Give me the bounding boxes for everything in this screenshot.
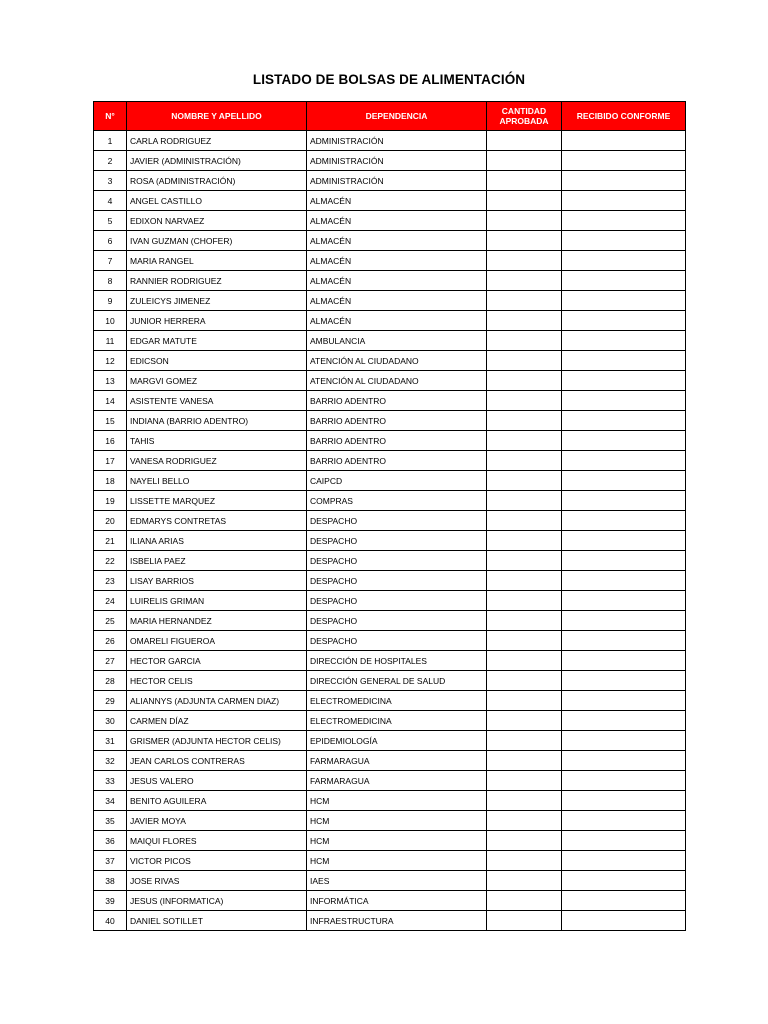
row-name-cell: MAIQUI FLORES bbox=[127, 831, 307, 851]
row-dependency-cell: HCM bbox=[307, 811, 487, 831]
row-approved-quantity-cell bbox=[487, 571, 562, 591]
row-received-cell bbox=[562, 431, 686, 451]
row-received-cell bbox=[562, 311, 686, 331]
row-dependency-cell: BARRIO ADENTRO bbox=[307, 451, 487, 471]
row-number-cell: 40 bbox=[94, 911, 127, 931]
row-received-cell bbox=[562, 131, 686, 151]
row-number-cell: 22 bbox=[94, 551, 127, 571]
row-received-cell bbox=[562, 151, 686, 171]
row-number-cell: 11 bbox=[94, 331, 127, 351]
row-number-cell: 12 bbox=[94, 351, 127, 371]
row-number-cell: 1 bbox=[94, 131, 127, 151]
row-name-cell: JUNIOR HERRERA bbox=[127, 311, 307, 331]
table-row bbox=[94, 251, 686, 271]
row-received-cell bbox=[562, 391, 686, 411]
column-header-name: NOMBRE Y APELLIDO bbox=[127, 102, 307, 131]
table-row bbox=[94, 391, 686, 411]
row-approved-quantity-cell bbox=[487, 911, 562, 931]
row-dependency-cell: HCM bbox=[307, 831, 487, 851]
row-number-cell: 32 bbox=[94, 751, 127, 771]
row-name-cell: ZULEICYS JIMENEZ bbox=[127, 291, 307, 311]
row-approved-quantity-cell bbox=[487, 431, 562, 451]
row-approved-quantity-cell bbox=[487, 531, 562, 551]
table-row bbox=[94, 911, 686, 931]
row-dependency-cell: ALMACÉN bbox=[307, 291, 487, 311]
row-dependency-cell: ADMINISTRACIÓN bbox=[307, 171, 487, 191]
row-approved-quantity-cell bbox=[487, 771, 562, 791]
table-row bbox=[94, 811, 686, 831]
table-row bbox=[94, 711, 686, 731]
row-number-cell: 21 bbox=[94, 531, 127, 551]
row-approved-quantity-cell bbox=[487, 211, 562, 231]
table-row bbox=[94, 331, 686, 351]
row-name-cell: LUIRELIS GRIMAN bbox=[127, 591, 307, 611]
row-approved-quantity-cell bbox=[487, 411, 562, 431]
row-name-cell: DANIEL SOTILLET bbox=[127, 911, 307, 931]
row-name-cell: CARLA RODRIGUEZ bbox=[127, 131, 307, 151]
row-name-cell: ANGEL CASTILLO bbox=[127, 191, 307, 211]
row-name-cell: EDIXON NARVAEZ bbox=[127, 211, 307, 231]
row-dependency-cell: ATENCIÓN AL CIUDADANO bbox=[307, 371, 487, 391]
row-received-cell bbox=[562, 711, 686, 731]
row-name-cell: JAVIER (ADMINISTRACIÓN) bbox=[127, 151, 307, 171]
table-row bbox=[94, 351, 686, 371]
row-name-cell: ROSA (ADMINISTRACIÓN) bbox=[127, 171, 307, 191]
table-row bbox=[94, 871, 686, 891]
table-row bbox=[94, 631, 686, 651]
row-number-cell: 6 bbox=[94, 231, 127, 251]
row-dependency-cell: ALMACÉN bbox=[307, 251, 487, 271]
row-number-cell: 13 bbox=[94, 371, 127, 391]
row-name-cell: EDMARYS CONTRETAS bbox=[127, 511, 307, 531]
row-dependency-cell: ALMACÉN bbox=[307, 231, 487, 251]
row-approved-quantity-cell bbox=[487, 791, 562, 811]
row-approved-quantity-cell bbox=[487, 731, 562, 751]
row-received-cell bbox=[562, 271, 686, 291]
row-name-cell: JESUS (INFORMATICA) bbox=[127, 891, 307, 911]
row-number-cell: 29 bbox=[94, 691, 127, 711]
row-received-cell bbox=[562, 591, 686, 611]
row-number-cell: 35 bbox=[94, 811, 127, 831]
row-number-cell: 9 bbox=[94, 291, 127, 311]
row-dependency-cell: AMBULANCIA bbox=[307, 331, 487, 351]
row-number-cell: 38 bbox=[94, 871, 127, 891]
row-number-cell: 39 bbox=[94, 891, 127, 911]
row-approved-quantity-cell bbox=[487, 171, 562, 191]
table-row bbox=[94, 771, 686, 791]
row-approved-quantity-cell bbox=[487, 451, 562, 471]
row-name-cell: ASISTENTE VANESA bbox=[127, 391, 307, 411]
row-received-cell bbox=[562, 811, 686, 831]
row-number-cell: 5 bbox=[94, 211, 127, 231]
row-dependency-cell: DIRECCIÓN GENERAL DE SALUD bbox=[307, 671, 487, 691]
row-dependency-cell: ADMINISTRACIÓN bbox=[307, 131, 487, 151]
row-name-cell: IVAN GUZMAN (CHOFER) bbox=[127, 231, 307, 251]
row-number-cell: 23 bbox=[94, 571, 127, 591]
row-approved-quantity-cell bbox=[487, 331, 562, 351]
row-name-cell: HECTOR GARCIA bbox=[127, 651, 307, 671]
table-row bbox=[94, 571, 686, 591]
row-number-cell: 28 bbox=[94, 671, 127, 691]
row-name-cell: ISBELIA PAEZ bbox=[127, 551, 307, 571]
row-received-cell bbox=[562, 471, 686, 491]
row-received-cell bbox=[562, 691, 686, 711]
table-row bbox=[94, 411, 686, 431]
row-number-cell: 33 bbox=[94, 771, 127, 791]
table-row bbox=[94, 471, 686, 491]
row-dependency-cell: ATENCIÓN AL CIUDADANO bbox=[307, 351, 487, 371]
column-header-number: N° bbox=[94, 102, 127, 131]
row-name-cell: EDICSON bbox=[127, 351, 307, 371]
row-dependency-cell: DESPACHO bbox=[307, 511, 487, 531]
row-approved-quantity-cell bbox=[487, 291, 562, 311]
row-dependency-cell: EPIDEMIOLOGÍA bbox=[307, 731, 487, 751]
row-name-cell: RANNIER RODRIGUEZ bbox=[127, 271, 307, 291]
table-row bbox=[94, 891, 686, 911]
page-title: LISTADO DE BOLSAS DE ALIMENTACIÓN bbox=[252, 72, 526, 87]
row-name-cell: LISSETTE MARQUEZ bbox=[127, 491, 307, 511]
table-row bbox=[94, 551, 686, 571]
table-row bbox=[94, 791, 686, 811]
row-approved-quantity-cell bbox=[487, 491, 562, 511]
row-dependency-cell: ALMACÉN bbox=[307, 271, 487, 291]
row-dependency-cell: INFRAESTRUCTURA bbox=[307, 911, 487, 931]
row-approved-quantity-cell bbox=[487, 851, 562, 871]
row-received-cell bbox=[562, 551, 686, 571]
row-received-cell bbox=[562, 331, 686, 351]
row-received-cell bbox=[562, 511, 686, 531]
row-dependency-cell: DIRECCIÓN DE HOSPITALES bbox=[307, 651, 487, 671]
row-approved-quantity-cell bbox=[487, 671, 562, 691]
row-name-cell: GRISMER (ADJUNTA HECTOR CELIS) bbox=[127, 731, 307, 751]
row-received-cell bbox=[562, 351, 686, 371]
row-name-cell: MARIA RANGEL bbox=[127, 251, 307, 271]
row-dependency-cell: BARRIO ADENTRO bbox=[307, 431, 487, 451]
table-row bbox=[94, 751, 686, 771]
row-received-cell bbox=[562, 191, 686, 211]
table-row bbox=[94, 651, 686, 671]
row-number-cell: 16 bbox=[94, 431, 127, 451]
row-dependency-cell: BARRIO ADENTRO bbox=[307, 391, 487, 411]
table-row bbox=[94, 191, 686, 211]
row-approved-quantity-cell bbox=[487, 831, 562, 851]
row-approved-quantity-cell bbox=[487, 471, 562, 491]
row-name-cell: NAYELI BELLO bbox=[127, 471, 307, 491]
table-header-row bbox=[94, 102, 686, 131]
table-row bbox=[94, 211, 686, 231]
row-approved-quantity-cell bbox=[487, 311, 562, 331]
row-dependency-cell: ALMACÉN bbox=[307, 211, 487, 231]
row-name-cell: JAVIER MOYA bbox=[127, 811, 307, 831]
table-row bbox=[94, 371, 686, 391]
row-received-cell bbox=[562, 651, 686, 671]
table-row bbox=[94, 291, 686, 311]
row-number-cell: 26 bbox=[94, 631, 127, 651]
row-name-cell: TAHIS bbox=[127, 431, 307, 451]
table-row bbox=[94, 531, 686, 551]
row-received-cell bbox=[562, 871, 686, 891]
table-row bbox=[94, 231, 686, 251]
row-number-cell: 24 bbox=[94, 591, 127, 611]
row-received-cell bbox=[562, 611, 686, 631]
row-name-cell: LISAY BARRIOS bbox=[127, 571, 307, 591]
row-dependency-cell: DESPACHO bbox=[307, 531, 487, 551]
row-name-cell: CARMEN DÍAZ bbox=[127, 711, 307, 731]
row-dependency-cell: BARRIO ADENTRO bbox=[307, 411, 487, 431]
table-row bbox=[94, 671, 686, 691]
row-dependency-cell: IAES bbox=[307, 871, 487, 891]
row-received-cell bbox=[562, 791, 686, 811]
row-approved-quantity-cell bbox=[487, 371, 562, 391]
row-name-cell: JOSE RIVAS bbox=[127, 871, 307, 891]
row-approved-quantity-cell bbox=[487, 511, 562, 531]
row-approved-quantity-cell bbox=[487, 131, 562, 151]
row-received-cell bbox=[562, 491, 686, 511]
table-row bbox=[94, 151, 686, 171]
row-approved-quantity-cell bbox=[487, 191, 562, 211]
row-approved-quantity-cell bbox=[487, 151, 562, 171]
row-approved-quantity-cell bbox=[487, 251, 562, 271]
row-number-cell: 4 bbox=[94, 191, 127, 211]
row-number-cell: 15 bbox=[94, 411, 127, 431]
row-dependency-cell: HCM bbox=[307, 791, 487, 811]
row-received-cell bbox=[562, 771, 686, 791]
row-approved-quantity-cell bbox=[487, 271, 562, 291]
row-number-cell: 8 bbox=[94, 271, 127, 291]
table-row bbox=[94, 311, 686, 331]
row-received-cell bbox=[562, 731, 686, 751]
row-name-cell: ALIANNYS (ADJUNTA CARMEN DIAZ) bbox=[127, 691, 307, 711]
row-approved-quantity-cell bbox=[487, 391, 562, 411]
row-received-cell bbox=[562, 911, 686, 931]
table-row bbox=[94, 851, 686, 871]
row-name-cell: VANESA RODRIGUEZ bbox=[127, 451, 307, 471]
row-dependency-cell: DESPACHO bbox=[307, 571, 487, 591]
row-dependency-cell: DESPACHO bbox=[307, 611, 487, 631]
row-number-cell: 17 bbox=[94, 451, 127, 471]
row-number-cell: 19 bbox=[94, 491, 127, 511]
row-number-cell: 2 bbox=[94, 151, 127, 171]
beneficiary-table bbox=[93, 101, 686, 931]
row-approved-quantity-cell bbox=[487, 551, 562, 571]
table-row bbox=[94, 431, 686, 451]
row-dependency-cell: HCM bbox=[307, 851, 487, 871]
row-dependency-cell: COMPRAS bbox=[307, 491, 487, 511]
table-row bbox=[94, 731, 686, 751]
row-dependency-cell: DESPACHO bbox=[307, 631, 487, 651]
row-received-cell bbox=[562, 631, 686, 651]
row-approved-quantity-cell bbox=[487, 611, 562, 631]
row-dependency-cell: ELECTROMEDICINA bbox=[307, 711, 487, 731]
row-name-cell: BENITO AGUILERA bbox=[127, 791, 307, 811]
row-number-cell: 25 bbox=[94, 611, 127, 631]
row-name-cell: MARIA HERNANDEZ bbox=[127, 611, 307, 631]
row-name-cell: VICTOR PICOS bbox=[127, 851, 307, 871]
row-name-cell: INDIANA (BARRIO ADENTRO) bbox=[127, 411, 307, 431]
row-approved-quantity-cell bbox=[487, 351, 562, 371]
row-approved-quantity-cell bbox=[487, 631, 562, 651]
row-approved-quantity-cell bbox=[487, 231, 562, 251]
row-number-cell: 31 bbox=[94, 731, 127, 751]
row-dependency-cell: DESPACHO bbox=[307, 551, 487, 571]
table-row bbox=[94, 591, 686, 611]
table-row bbox=[94, 511, 686, 531]
row-dependency-cell: INFORMÁTICA bbox=[307, 891, 487, 911]
row-number-cell: 37 bbox=[94, 851, 127, 871]
row-number-cell: 7 bbox=[94, 251, 127, 271]
row-name-cell: ILIANA ARIAS bbox=[127, 531, 307, 551]
row-dependency-cell: DESPACHO bbox=[307, 591, 487, 611]
table-row bbox=[94, 691, 686, 711]
row-number-cell: 27 bbox=[94, 651, 127, 671]
row-approved-quantity-cell bbox=[487, 891, 562, 911]
table-row bbox=[94, 611, 686, 631]
table-row bbox=[94, 271, 686, 291]
row-name-cell: HECTOR CELIS bbox=[127, 671, 307, 691]
row-number-cell: 34 bbox=[94, 791, 127, 811]
row-approved-quantity-cell bbox=[487, 591, 562, 611]
row-approved-quantity-cell bbox=[487, 811, 562, 831]
row-received-cell bbox=[562, 231, 686, 251]
table-row bbox=[94, 491, 686, 511]
table-row bbox=[94, 451, 686, 471]
row-received-cell bbox=[562, 171, 686, 191]
row-dependency-cell: ALMACÉN bbox=[307, 311, 487, 331]
row-approved-quantity-cell bbox=[487, 711, 562, 731]
row-received-cell bbox=[562, 371, 686, 391]
row-name-cell: JESUS VALERO bbox=[127, 771, 307, 791]
row-received-cell bbox=[562, 451, 686, 471]
table-row bbox=[94, 171, 686, 191]
column-header-approved-quantity: CANTIDAD APROBADA bbox=[487, 102, 562, 131]
row-approved-quantity-cell bbox=[487, 691, 562, 711]
row-name-cell: OMARELI FIGUEROA bbox=[127, 631, 307, 651]
row-received-cell bbox=[562, 211, 686, 231]
row-dependency-cell: CAIPCD bbox=[307, 471, 487, 491]
row-number-cell: 36 bbox=[94, 831, 127, 851]
row-received-cell bbox=[562, 851, 686, 871]
row-received-cell bbox=[562, 251, 686, 271]
row-approved-quantity-cell bbox=[487, 871, 562, 891]
row-dependency-cell: ELECTROMEDICINA bbox=[307, 691, 487, 711]
row-name-cell: MARGVI GOMEZ bbox=[127, 371, 307, 391]
row-dependency-cell: FARMARAGUA bbox=[307, 771, 487, 791]
row-received-cell bbox=[562, 831, 686, 851]
row-dependency-cell: ALMACÉN bbox=[307, 191, 487, 211]
row-name-cell: EDGAR MATUTE bbox=[127, 331, 307, 351]
row-received-cell bbox=[562, 751, 686, 771]
column-header-dependency: DEPENDENCIA bbox=[307, 102, 487, 131]
row-dependency-cell: FARMARAGUA bbox=[307, 751, 487, 771]
row-received-cell bbox=[562, 291, 686, 311]
row-received-cell bbox=[562, 531, 686, 551]
row-dependency-cell: ADMINISTRACIÓN bbox=[307, 151, 487, 171]
row-received-cell bbox=[562, 571, 686, 591]
row-number-cell: 14 bbox=[94, 391, 127, 411]
row-number-cell: 18 bbox=[94, 471, 127, 491]
row-number-cell: 30 bbox=[94, 711, 127, 731]
row-approved-quantity-cell bbox=[487, 651, 562, 671]
column-header-received: RECIBIDO CONFORME bbox=[562, 102, 686, 131]
table-row bbox=[94, 131, 686, 151]
row-number-cell: 3 bbox=[94, 171, 127, 191]
row-received-cell bbox=[562, 891, 686, 911]
row-number-cell: 10 bbox=[94, 311, 127, 331]
table-row bbox=[94, 831, 686, 851]
row-approved-quantity-cell bbox=[487, 751, 562, 771]
row-name-cell: JEAN CARLOS CONTRERAS bbox=[127, 751, 307, 771]
row-received-cell bbox=[562, 411, 686, 431]
row-number-cell: 20 bbox=[94, 511, 127, 531]
row-received-cell bbox=[562, 671, 686, 691]
